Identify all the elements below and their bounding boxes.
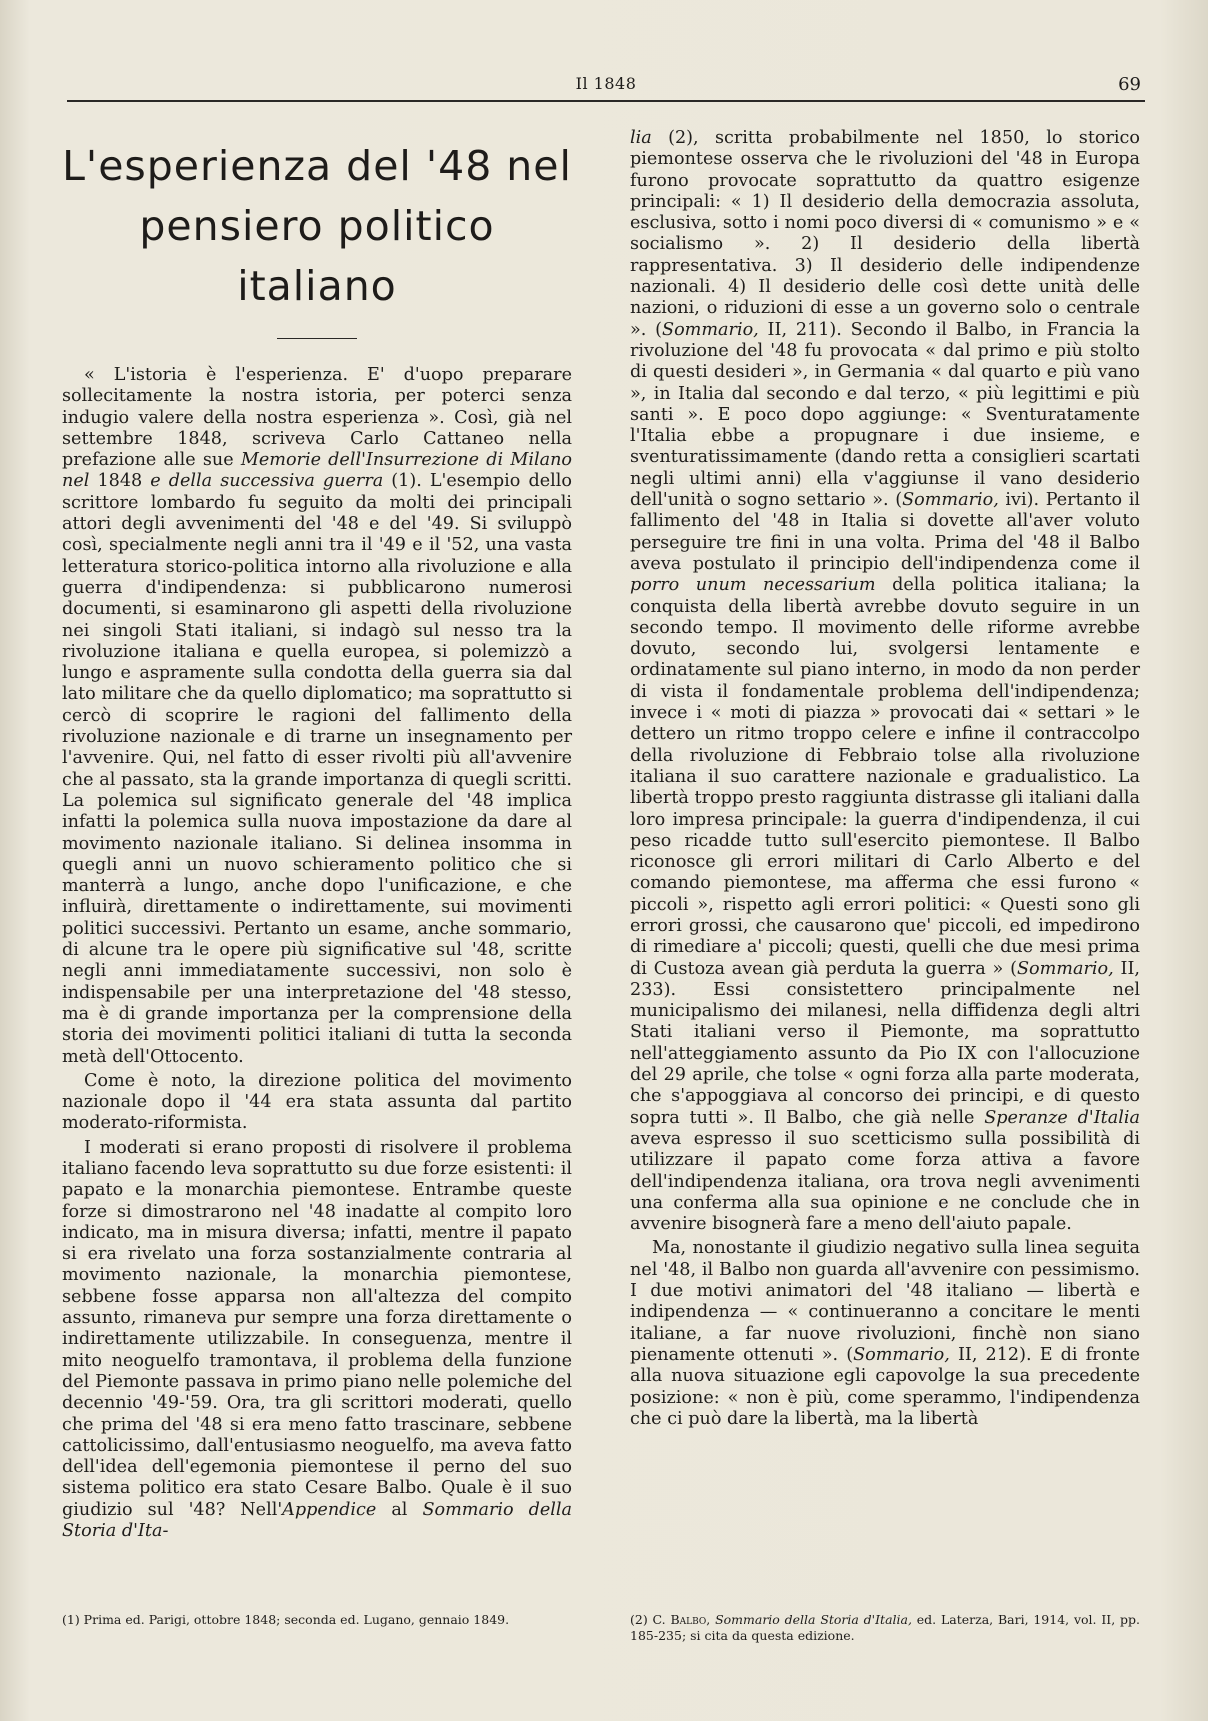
text-run: ivi). Pertanto il fallimento del '48 in Italia si dovette all'aver voluto perseguire tre fini in una volta. Prima del '48 il Balbo aveva postulato il principio dell'indipendenza come il (630, 490, 1140, 574)
italic-run: Sommario, (902, 490, 999, 511)
italic-run: Speranze d'Italia (984, 1107, 1140, 1128)
text-run: al (376, 1499, 423, 1520)
paragraph (62, 1138, 572, 1543)
footnote-text: (1) Prima ed. Parigi, ottobre 1848; seconda ed. Lugano, gennaio 1849. (62, 1612, 510, 1627)
italic-run: lia (630, 128, 652, 148)
text-run: I moderati si erano proposti di risolvere il problema italiano facendo leva soprattutto su due forze esistenti: il papato e la monarchia piemontese. Entrambe queste forze si dimostrarono nel '48 inadatte al compito loro indicato, ma in misura diversa; infatti, mentre il papato si era rivelato una forza sostanzialmente contraria al movimento nazionale, la monarchia piemontese, sebbene fosse apparsa non all'altezza del compito assunto, rimaneva pur sempre una forza direttamente o indirettamente utilizzabile. In conseguenza, mentre il mito neoguelfo tramontava, il problema della funzione del Piemonte passava in primo piano nelle polemiche del decennio '49-'59. Ora, tra gli scrittori moderati, quello che prima del '48 si era meno fatto trascinare, sebbene cattolicissimo, dall'entusiasmo neoguelfo, ma aveva fatto dell'idea dell'egemonia piemontese il perno del suo sistema politico era stato Cesare Balbo. Quale è il suo giudizio sul '48? Nell' (62, 1137, 572, 1520)
paragraph (62, 365, 572, 1068)
paragraph (630, 128, 1140, 1235)
text-run: (1). L'esempio dello scrittore lombardo fu seguito da molti dei principali attori degli avvenimenti del '48 e del '49. Si sviluppò così, specialmente negli anni tra il '49 e il '52, una vasta letteratura storico-politica intorno alla rivoluzione e alla guerra d'indipendenza: si pubblicarono numerosi documenti, si esaminarono gli aspetti della rivoluzione nei singoli Stati italiani, si indagò sul nesso tra la rivoluzione italiana e quella europea, si polemizzò a lungo e aspramente sulla condotta della guerra sia dal lato militare che da quello diplomatico; ma soprattutto si cercò di scoprire le ragioni del fallimento della rivoluzione nazionale e di trarne un insegnamento per l'avvenire. Qui, nel fatto di esser rivolti più all'avvenire che al passato, sta la grande importanza di quegli scritti. La polemica sul significato generale del '48 implica infatti la polemica sulla nuova impostazione da dare al movimento nazionale italiano. Si delinea insomma in quegli anni un nuovo schieramento politico che si manterrà a lungo, anche dopo l'unificazione, e che influirà, direttamente o indirettamente, sui movimenti politici successivi. Pertanto un esame, anche sommario, di alcune tra le opere più significative sul '48, scritte negli anni immediatamente successivi, non solo è indispensabile per una interpretazione del '48 stesso, ma è di grande importanza per la comprensione della storia dei movimenti politici italiani di tutta la seconda metà dell'Ottocento. (62, 471, 572, 1067)
right-column (630, 128, 1140, 1430)
italic-run: Appendice (282, 1499, 377, 1520)
footnote-2 (630, 1612, 1140, 1644)
italic-run: porro unum necessarium (630, 575, 876, 596)
page-number: 69 (1118, 74, 1141, 95)
text-run: « L'istoria è l'esperienza. E' d'uopo preparare sollecitamente la nostra istoria, per poterci senza indugio valere della nostra esperienza ». Così, già nel settembre 1848, scriveva Carlo Cattaneo nella prefazione alle sue (62, 365, 572, 471)
running-header (67, 70, 1145, 102)
text-run: 1848 (89, 471, 151, 492)
text-run: aveva espresso il suo scetticismo sulla possibilità di utilizzare il papato come forza attiva a favore dell'indipendenza italiana, ora trova negli avvenimenti una conferma alla sua opinione e ne conclude che in avvenire bisognerà fare a meno dell'aiuto papale. (630, 1128, 1140, 1235)
text-run: II, 233). Essi consistettero principalmente nel municipalismo dei milanesi, nella diffidenza degli altri Stati italiani verso il Piemonte, ma soprattutto nell'atteggiamento assunto da Pio IX con l'allocuzione del 29 aprile, che tolse « ogni forza alla parte moderata, che s'appoggiava al concorso dei principi, e di questo sopra tutti ». Il Balbo, che già nelle (630, 958, 1140, 1128)
italic-run: e della successiva guerra (150, 471, 384, 492)
text-run: Ma, nonostante il giudizio negativo sulla linea seguita nel '48, il Balbo non guarda all'avvenire con pessimismo. I due motivi animatori del '48 italiano — libertà e indipendenza — « continueranno a concitare le menti italiane, a far nuove rivoluzioni, finchè non siano pienamente ottenuti ». ( (630, 1238, 1140, 1365)
footnote-text: ed. Laterza, Bari, 1914, vol. II, pp. 185-235; si cita da questa edizione. (630, 1612, 1140, 1643)
italic-run: Memorie dell'Insurrezione di Milano nel (62, 450, 572, 492)
article-title-line-2: pensiero politico italiano (139, 202, 495, 310)
footnote-title: Sommario della Storia d'Italia, (715, 1612, 912, 1627)
article-title (62, 136, 572, 316)
left-body-text (62, 365, 572, 1542)
text-run: della politica italiana; la conquista della libertà avrebbe dovuto seguire in un secondo tempo. Il movimento delle riforme avrebbe dovuto, secondo lui, svolgersi lentamente e ordinatamente sul piano interno, in modo da non perder di vista il fondamentale problema dell'indipendenza; invece i « moti di piazza » provocati dai « settari » le dettero un ritmo troppo celere e infine il contraccolpo della rivoluzione di Febbraio tolse alla rivoluzione italiana il suo carattere nazionale e gradualistico. La libertà troppo presto raggiunta distrasse gli italiani dalla loro impresa principale: la guerra d'indipendenza, il cui peso ricadde tutto sull'esercito piemontese. Il Balbo riconosce gli errori militari di Carlo Alberto e del comando piemontese, ma afferma che essi furono « piccoli », rispetto agli errori politici: « Questi sono gli errori grossi, che causarono que' piccoli, ed impedirono di rimediare a' piccoli; questi, quelli che due mesi prima di Custoza avean già perduta la guerra » ( (630, 575, 1140, 979)
italic-run: Sommario, (662, 319, 759, 340)
left-column (62, 128, 572, 1542)
italic-run: Sommario, (853, 1344, 950, 1365)
footnote-1 (62, 1612, 572, 1628)
italic-run: Sommario, (1016, 958, 1114, 979)
right-body-text (630, 128, 1140, 1430)
article-title-line-1: L'esperienza del '48 nel (62, 142, 572, 190)
running-title: Il 1848 (575, 74, 637, 93)
text-run: (2), scritta probabilmente nel 1850, lo storico piemontese osserva che le rivoluzioni del '48 in Europa furono provocate soprattutto da quattro esigenze principali: « 1) Il desiderio della democrazia assoluta, esclusiva, sotto i nomi poco diversi di « comunismo » e « socialismo ». 2) Il desiderio della libertà rappresentativa. 3) Il desiderio delle indipendenze nazionali. 4) Il desiderio delle così dette unità delle nazioni, o riduzioni di esse a un governo solo o centrale ». ( (630, 128, 1140, 340)
paragraph: Come è noto, la direzione politica del movimento nazionale dopo il '44 era stata assunta dal partito moderato-riformista. (62, 1070, 572, 1134)
paragraph (630, 1238, 1140, 1430)
italic-run: Sommario della Storia d'Ita- (62, 1499, 573, 1542)
text-run: II, 211). Secondo il Balbo, in Francia la rivoluzione del '48 fu provocata « dal primo e più stolto di questi desideri », in Germania « dal quarto e più vano », in Italia dal secondo e dal terzo, « più legittimi e più santi ». E poco dopo aggiunge: « Sventuratamente l'Italia ebbe a propugnare i due insieme, e sventuratissimamente (dando retta a consiglieri scartati negli ultimi anni) ella v'aggiunse il vano desiderio dell'unità o sogno settario ». ( (630, 319, 1140, 511)
title-divider (277, 338, 357, 339)
footnote-text: (2) C. (630, 1612, 671, 1627)
text-run: II, 212). E di fronte alla nuova situazione egli capovolge la sua precedente posizione: « non è più, come sperammo, l'indipendenza che ci può dare la libertà, ma la libertà (630, 1344, 1140, 1429)
footnote-author: Balbo, (670, 1612, 711, 1627)
